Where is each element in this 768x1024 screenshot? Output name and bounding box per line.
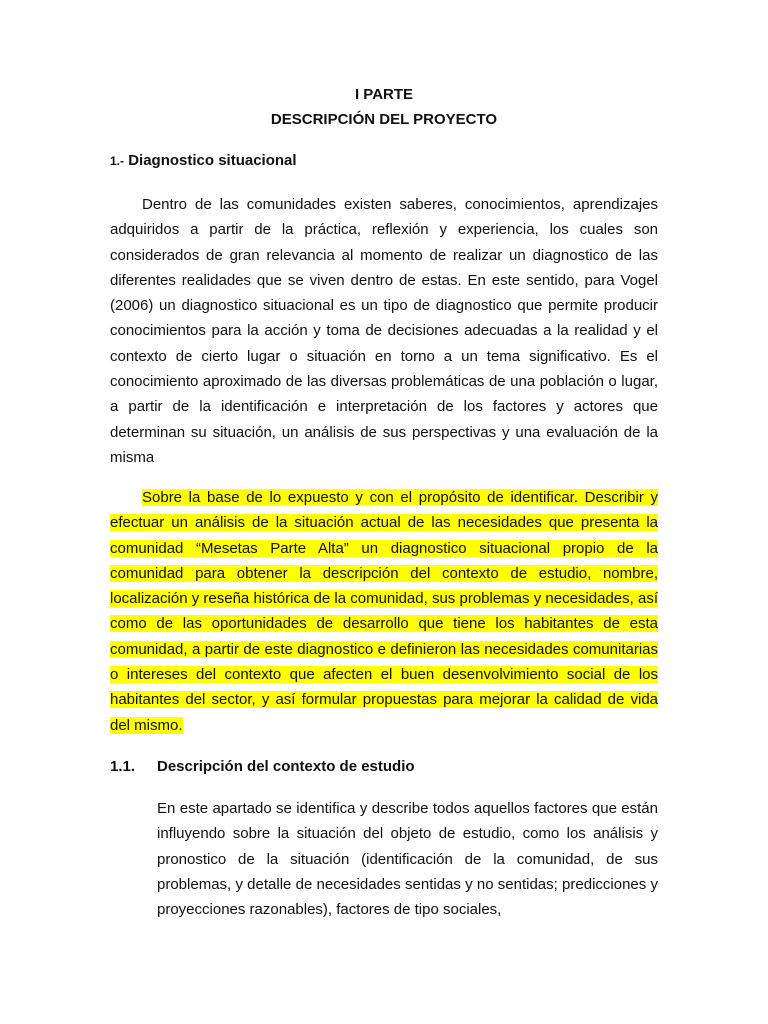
subsection-heading-contexto — [110, 758, 415, 775]
section-number: 1.- — [110, 154, 125, 168]
section-heading-diagnostico — [110, 152, 297, 169]
highlighted-text: Sobre la base de lo expuesto y con el propósito de identificar. Describir y efectuar un análisis de la situación actual de las necesidades que presenta la comunidad “Mesetas Parte Alta” un diagnostico situacional propio de la comunidad para obtener la descripción del contexto de estudio, nombre, localización y reseña histórica de la comunidad, sus problemas y necesidades, así como de las oportunidades de desarrollo que tiene los habitantes de esta comunidad, a partir de este diagnostico e definieron las necesidades comunitarias o intereses del contexto que afecten el buen desenvolvimiento social de los habitantes del sector, y así formular propuestas para mejorar la calidad de vida del mismo. — [110, 489, 658, 734]
project-description-title: DESCRIPCIÓN DEL PROYECTO — [270, 111, 498, 128]
paragraph-contexto-text: En este apartado se identifica y describe todos aquellos factores que están influyendo sobre la situación del objeto de estudio, como los análisis y pronostico de la situación (identificación de la comunidad, de sus problemas, y detalle de necesidades sentidas y no sentidas; predicciones y proyecciones razonables), factores de tipo sociales, — [157, 800, 658, 919]
subsection-number: 1.1. — [110, 758, 136, 775]
paragraph-highlighted — [110, 485, 658, 738]
paragraph-intro — [110, 192, 658, 470]
paragraph-contexto — [157, 796, 658, 922]
section-heading-text: Diagnostico situacional — [128, 152, 297, 169]
subsection-heading-text: Descripción del contexto de estudio — [157, 758, 415, 775]
part-title: I PARTE — [354, 86, 414, 103]
paragraph-intro-text: Dentro de las comunidades existen saberes, conocimientos, aprendizajes adquiridos a partir de la práctica, reflexión y experiencia, los cuales son considerados de gran relevancia al momento de realizar un diagnostico de las diferentes realidades que se viven dentro de estas. En este sentido, para Vogel (2006) un diagnostico situacional es un tipo de diagnostico que permite producir conocimientos para la acción y toma de decisiones adecuadas a la realidad y el contexto de cierto lugar o situación en torno a un tema significativo. Es el conocimiento aproximado de las diversas problemáticas de una población o lugar, a partir de la identificación e interpretación de los factores y actores que determinan su situación, un análisis de sus perspectivas y una evaluación de la misma — [110, 196, 658, 466]
